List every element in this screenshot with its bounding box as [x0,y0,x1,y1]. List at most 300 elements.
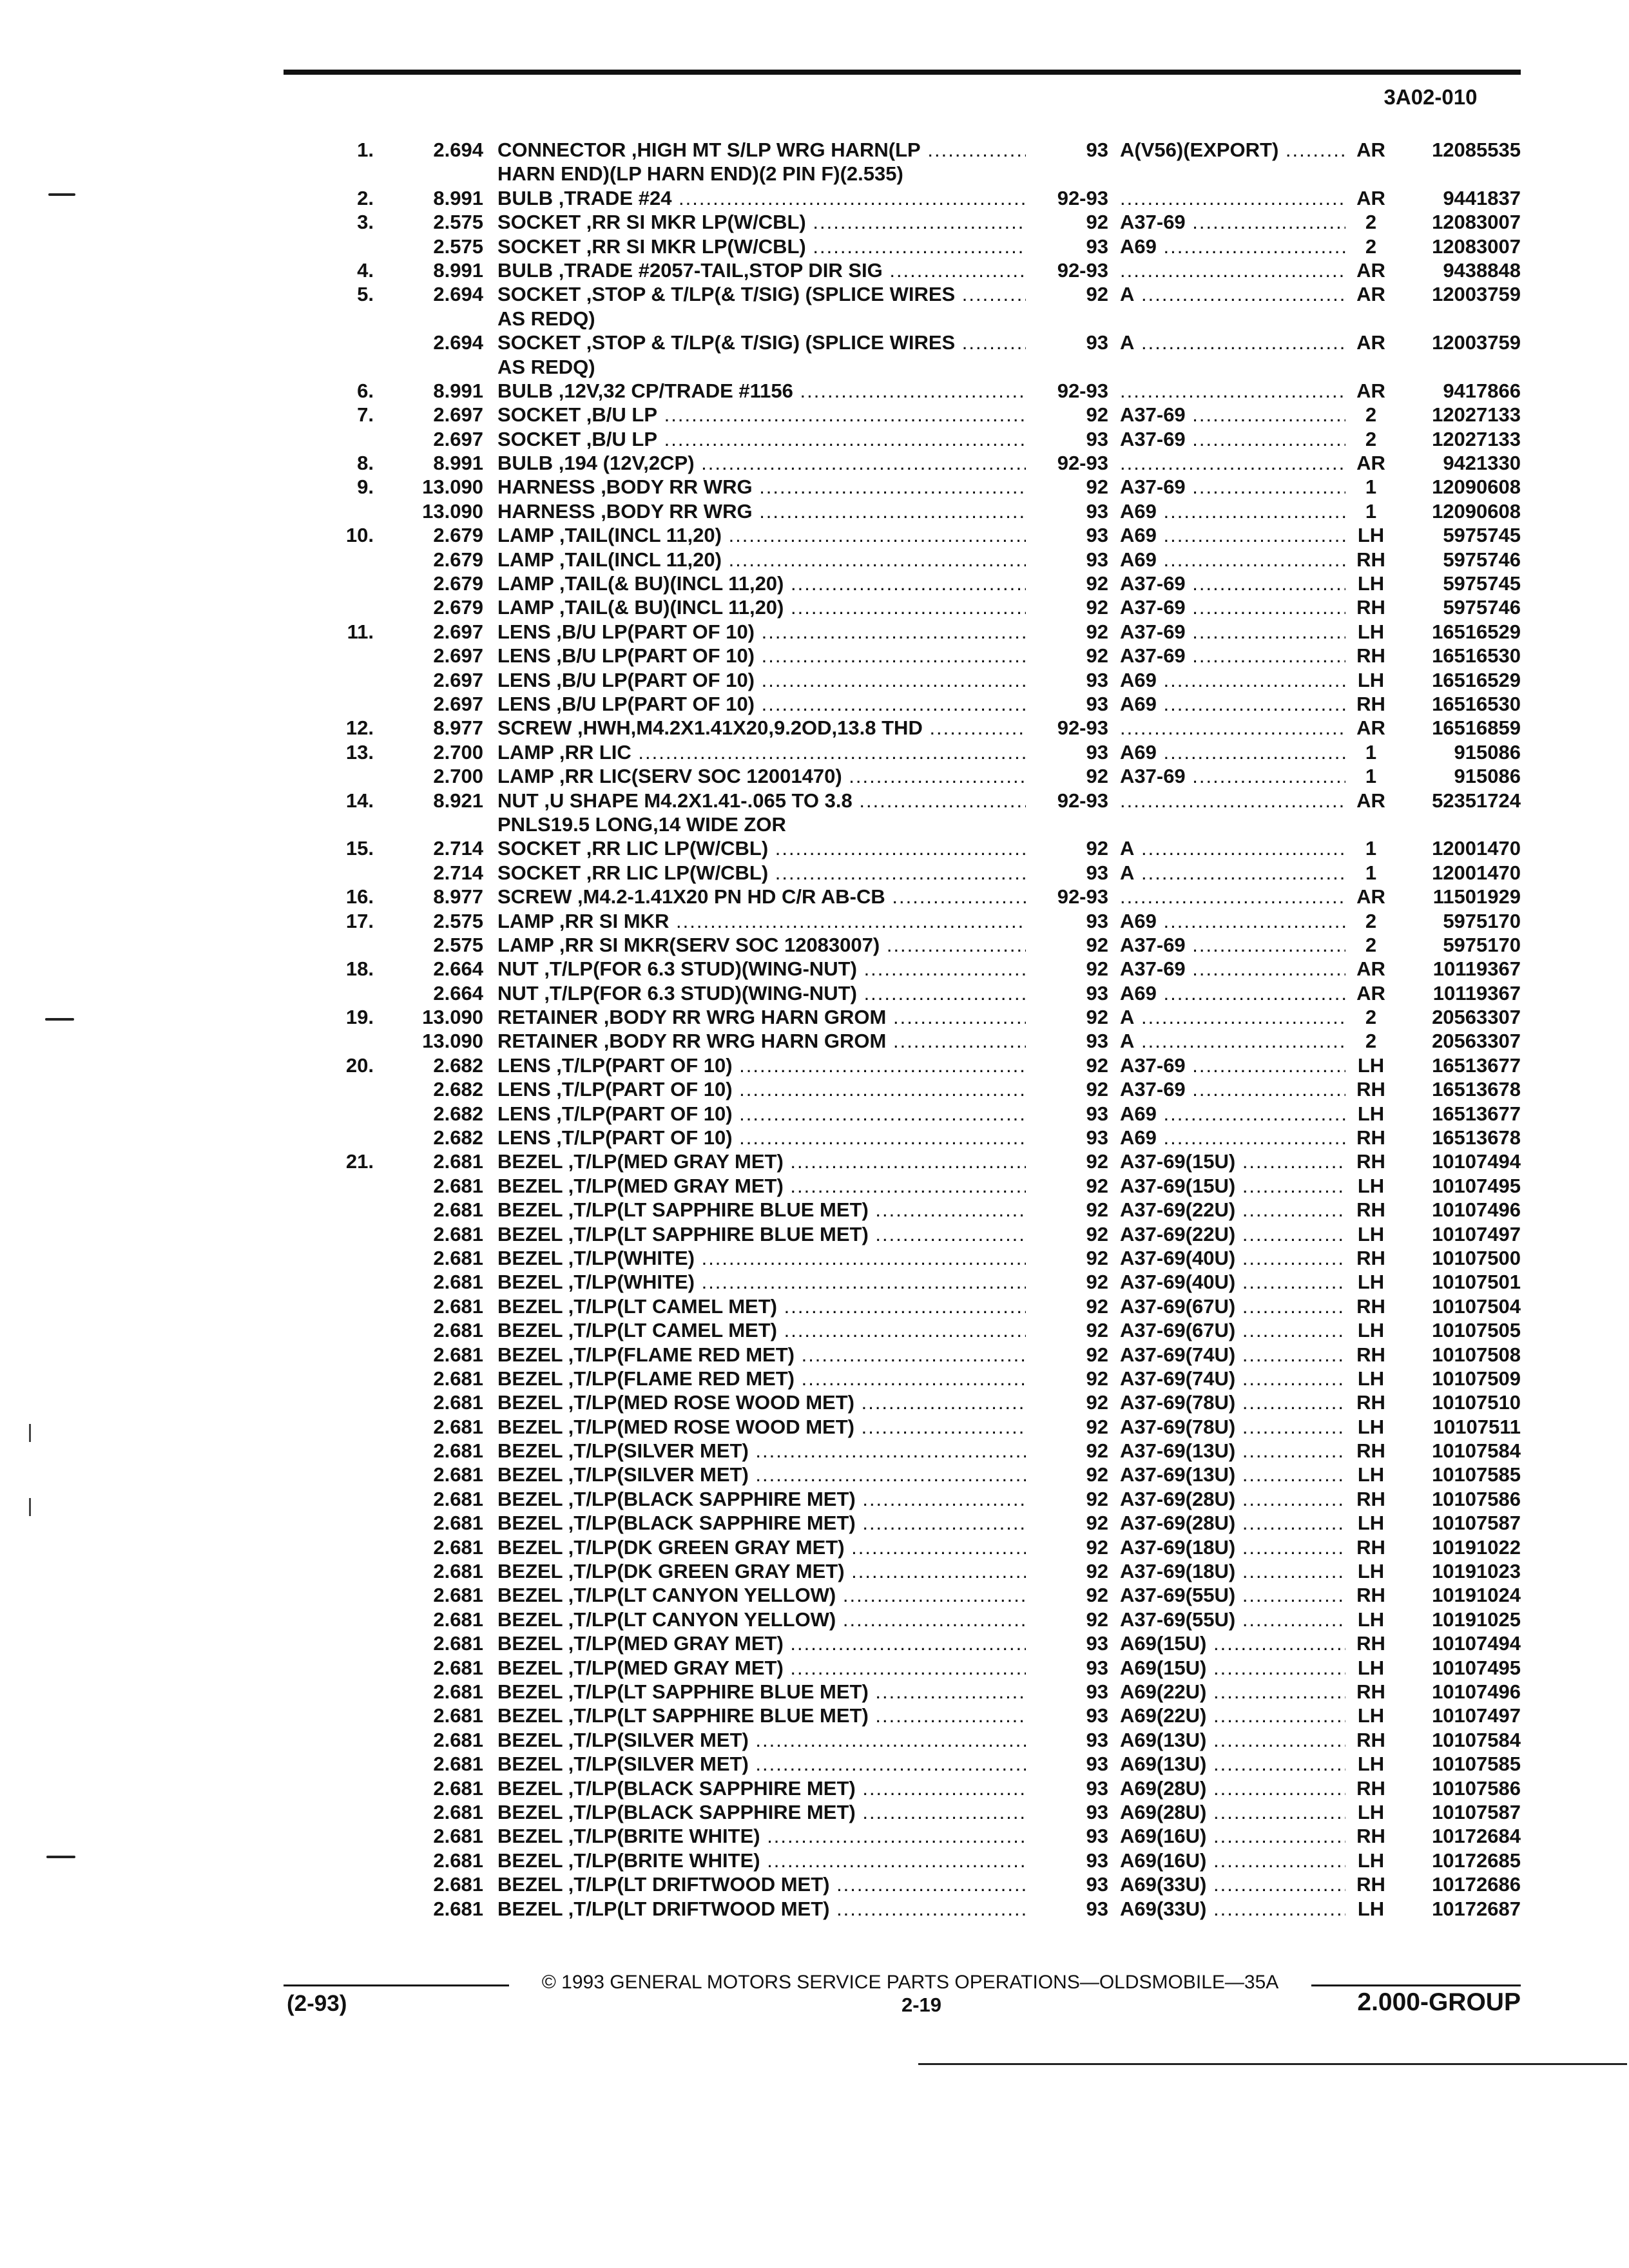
model-cell [1120,1029,1345,1053]
group-number: 2.682 [433,1126,483,1149]
model-text: A69(16U) [1120,1825,1207,1848]
part-number: 12027133 [1432,427,1521,450]
parts-row [0,403,1629,427]
quantity: AR [1356,957,1385,981]
model-cell [1120,235,1345,258]
parts-row [0,740,1629,764]
model-year: 92 [1086,1006,1108,1029]
part-number: 10107508 [1432,1343,1521,1366]
part-description: HARNESS ,BODY RR WRG ..... [497,499,1026,523]
model-year: 93 [1086,1825,1108,1848]
model-cell [1120,740,1345,764]
parts-row [0,379,1629,403]
model-cell [1120,595,1345,619]
parts-row [0,668,1629,692]
part-description: BEZEL ,T/LP(FLAME RED MET) ..... [497,1343,1026,1367]
group-number: 2.681 [433,1728,483,1751]
footer-group: 2.000-GROUP [1357,1988,1521,2016]
page-number: 2-19 [901,1994,942,2016]
part-description: BEZEL ,T/LP(MED ROSE WOOD MET) ..... [497,1390,1026,1414]
quantity: RH [1356,1535,1385,1559]
group-number: 2.682 [433,1102,483,1125]
model-year: 93 [1086,692,1108,715]
group-number: 2.681 [433,1535,483,1559]
part-number: 5975170 [1443,909,1521,932]
model-year: 93 [1086,1897,1108,1920]
parts-row [0,523,1629,547]
group-number: 2.714 [433,861,483,884]
ref-number: 17. [345,909,374,932]
top-rule [284,70,1521,75]
quantity: LH [1357,1560,1385,1583]
description-continuation: AS REDQ) [497,307,595,330]
model-year: 93 [1086,668,1108,691]
parts-row [0,620,1629,644]
part-number: 10107585 [1432,1753,1521,1776]
quantity: AR [1356,452,1385,475]
part-number: 16516529 [1432,620,1521,643]
part-description: LAMP ,RR LIC ..... [497,740,1026,764]
quantity: LH [1357,1800,1385,1823]
part-number: 10107500 [1432,1246,1521,1269]
parts-row-continuation [0,162,1629,186]
parts-row-continuation [0,307,1629,331]
quantity: RH [1356,548,1385,571]
parts-row [0,836,1629,860]
model-year: 92 [1086,1415,1108,1438]
part-number: 16516530 [1432,644,1521,668]
quantity: LH [1357,1319,1385,1342]
part-number: 10107584 [1432,1728,1521,1751]
model-text: A37-69 [1120,476,1186,499]
model-cell [1120,1126,1345,1149]
model-cell [1120,548,1345,572]
model-cell [1120,258,1345,282]
part-description: SOCKET ,RR SI MKR LP(W/CBL) ..... [497,210,1026,234]
part-number: 10107505 [1432,1319,1521,1342]
model-cell [1120,282,1345,306]
model-text: A37-69 [1120,1053,1186,1077]
part-description: HARNESS ,BODY RR WRG ..... [497,475,1026,499]
parts-row [0,595,1629,619]
part-number: 5975745 [1443,572,1521,595]
footer-date: (2-93) [287,1991,347,2016]
part-description: SOCKET ,B/U LP ..... [497,403,1026,427]
part-description: LAMP ,TAIL(& BU)(INCL 11,20) ..... [497,572,1026,595]
part-number: 12083007 [1432,235,1521,258]
model-text: A [1120,1030,1135,1053]
model-year: 93 [1086,1680,1108,1703]
part-number: 10107496 [1432,1198,1521,1222]
part-description: CONNECTOR ,HIGH MT S/LP WRG HARN(LP ..... [497,138,1026,162]
model-text: A69(15U) [1120,1656,1207,1679]
quantity: RH [1356,1294,1385,1318]
part-number: 5975746 [1443,548,1521,571]
part-description: BEZEL ,T/LP(WHITE) ..... [497,1270,1026,1294]
model-year: 92 [1086,1053,1108,1077]
model-year: 93 [1086,740,1108,764]
model-year: 93 [1086,1753,1108,1776]
model-text: A [1120,1006,1135,1029]
quantity: AR [1356,139,1385,161]
quantity: RH [1356,1680,1385,1703]
model-cell [1120,499,1345,523]
parts-row [0,1149,1629,1173]
model-cell [1120,475,1345,499]
model-year: 92 [1086,1535,1108,1559]
parts-row [0,1800,1629,1824]
ref-number: 10. [345,524,374,547]
model-cell [1120,933,1345,957]
model-year: 92 [1086,1560,1108,1583]
part-description: LAMP ,RR LIC(SERV SOC 12001470) ..... [497,764,1026,788]
parts-row [0,1126,1629,1149]
quantity: LH [1357,620,1385,643]
part-number: 10107509 [1432,1367,1521,1390]
quantity: 2 [1365,211,1377,234]
model-cell [1120,451,1345,475]
model-cell [1120,1824,1345,1848]
model-cell [1120,861,1345,885]
model-cell [1120,1174,1345,1198]
quantity: RH [1356,1343,1385,1366]
group-number: 8.991 [433,258,483,282]
model-cell [1120,1559,1345,1583]
model-cell [1120,1800,1345,1824]
part-description: BULB ,194 (12V,2CP) ..... [497,451,1026,475]
part-number: 5975745 [1443,524,1521,547]
group-number: 2.681 [433,1560,483,1583]
part-number: 10107504 [1432,1294,1521,1318]
group-number: 2.681 [433,1271,483,1294]
model-text: A [1120,837,1135,860]
ref-number: 5. [357,283,374,306]
quantity: LH [1357,1367,1385,1390]
parts-list [0,138,1629,1921]
model-cell [1120,1704,1345,1727]
model-year: 92-93 [1057,379,1108,402]
model-year: 93 [1086,1656,1108,1679]
model-text: A69(16U) [1120,1849,1207,1872]
group-number: 8.991 [433,186,483,209]
part-number: 10107511 [1432,1415,1521,1438]
model-text: A37-69(18U) [1120,1560,1236,1583]
model-cell [1120,1294,1345,1318]
parts-row [0,1463,1629,1486]
model-cell [1120,836,1345,860]
quantity: 2 [1365,1006,1377,1029]
model-text: A69(22U) [1120,1704,1207,1727]
model-year: 92 [1086,1439,1108,1463]
part-description: LENS ,T/LP(PART OF 10) ..... [497,1102,1026,1126]
quantity: RH [1356,596,1385,619]
parts-row-continuation [0,355,1629,379]
model-year: 92 [1086,1487,1108,1510]
part-number: 12085535 [1432,139,1521,161]
part-number: 16516530 [1432,692,1521,715]
quantity: 1 [1365,499,1377,523]
model-year: 93 [1086,427,1108,450]
model-cell [1120,1222,1345,1246]
group-number: 2.681 [433,1512,483,1535]
ref-number: 18. [345,957,374,981]
model-year: 92 [1086,620,1108,643]
group-number: 2.697 [433,668,483,691]
model-text: A37-69(74U) [1120,1343,1236,1366]
quantity: LH [1357,1753,1385,1776]
part-number: 10107510 [1432,1391,1521,1414]
model-year: 92 [1086,1198,1108,1222]
group-number: 2.681 [433,1608,483,1631]
group-number: 2.681 [433,1753,483,1776]
model-cell [1120,620,1345,644]
group-number: 2.697 [433,644,483,668]
part-number: 10191024 [1432,1584,1521,1607]
group-number: 2.681 [433,1656,483,1679]
group-number: 2.682 [433,1078,483,1101]
part-number: 12001470 [1432,837,1521,860]
model-text: A69 [1120,740,1157,764]
part-number: 16516859 [1432,716,1521,740]
model-year: 92 [1086,837,1108,860]
model-text: A69(13U) [1120,1728,1207,1751]
model-year: 92 [1086,957,1108,981]
group-number: 2.681 [433,1246,483,1269]
quantity: 2 [1365,235,1377,258]
part-description: LAMP ,TAIL(INCL 11,20) ..... [497,523,1026,547]
model-text: A(V56)(EXPORT) [1120,139,1279,161]
model-text: A69 [1120,1126,1157,1149]
ref-number: 11. [347,620,374,643]
model-year: 92-93 [1057,789,1108,812]
ref-number: 1. [357,139,374,161]
parts-row [0,499,1629,523]
model-year: 93 [1086,909,1108,932]
quantity: RH [1356,1825,1385,1848]
parts-row [0,1680,1629,1704]
part-number: 5975746 [1443,596,1521,619]
part-description: BEZEL ,T/LP(BLACK SAPPHIRE MET) ..... [497,1511,1026,1535]
model-cell [1120,1608,1345,1631]
part-number: 12090608 [1432,476,1521,499]
parts-row [0,186,1629,210]
part-description: SCREW ,M4.2-1.41X20 PN HD C/R AB-CB ..... [497,885,1026,908]
model-text: A69 [1120,524,1157,547]
model-text: A37-69 [1120,765,1186,788]
quantity: AR [1356,186,1385,209]
parts-row [0,1198,1629,1222]
ref-number: 8. [357,452,374,475]
part-description: BULB ,TRADE #24 ..... [497,186,1026,210]
parts-row [0,644,1629,668]
model-year: 92 [1086,1584,1108,1607]
model-year: 92 [1086,1271,1108,1294]
group-number: 2.681 [433,1367,483,1390]
model-cell [1120,716,1345,740]
model-text: A69 [1120,548,1157,571]
quantity: 2 [1365,1030,1377,1053]
model-year: 92 [1086,1391,1108,1414]
quantity: LH [1357,524,1385,547]
parts-row [0,1439,1629,1463]
model-cell [1120,644,1345,668]
parts-row [0,1704,1629,1727]
part-number: 10107497 [1432,1704,1521,1727]
quantity: 1 [1365,740,1377,764]
parts-row [0,1656,1629,1680]
quantity: 2 [1365,933,1377,956]
parts-row [0,1849,1629,1872]
footer-rule [1311,1984,1521,1986]
part-description: BEZEL ,T/LP(LT DRIFTWOOD MET) ..... [497,1872,1026,1896]
ref-number: 2. [357,186,374,209]
model-text: A37-69 [1120,572,1186,595]
model-text: A37-69(74U) [1120,1367,1236,1390]
part-number: 16513677 [1432,1102,1521,1125]
model-year: 92 [1086,211,1108,234]
part-description: RETAINER ,BODY RR WRG HARN GROM ..... [497,1005,1026,1029]
quantity: RH [1356,1776,1385,1800]
part-description: BEZEL ,T/LP(LT SAPPHIRE BLUE MET) ..... [497,1198,1026,1222]
model-year: 93 [1086,235,1108,258]
part-number: 10107494 [1432,1150,1521,1173]
parts-row [0,475,1629,499]
part-number: 10172684 [1432,1825,1521,1848]
group-number: 13.090 [422,476,483,499]
quantity: LH [1357,1271,1385,1294]
ref-number: 9. [357,476,374,499]
part-number: 915086 [1454,740,1521,764]
group-number: 2.575 [433,933,483,956]
part-description: BEZEL ,T/LP(BLACK SAPPHIRE MET) ..... [497,1487,1026,1511]
part-description: BEZEL ,T/LP(BLACK SAPPHIRE MET) ..... [497,1776,1026,1800]
model-text: A69(22U) [1120,1680,1207,1703]
model-text: A37-69(13U) [1120,1439,1236,1463]
group-number: 2.694 [433,331,483,354]
parts-row [0,1343,1629,1367]
group-number: 2.697 [433,427,483,450]
part-description: BEZEL ,T/LP(FLAME RED MET) ..... [497,1367,1026,1390]
parts-row [0,1077,1629,1101]
part-number: 16513677 [1432,1053,1521,1077]
group-number: 2.681 [433,1704,483,1727]
model-text: A69(28U) [1120,1800,1207,1823]
model-text: A37-69(40U) [1120,1246,1236,1269]
model-text: A37-69(67U) [1120,1319,1236,1342]
quantity: RH [1356,692,1385,715]
model-year: 92 [1086,403,1108,427]
part-description: BEZEL ,T/LP(LT DRIFTWOOD MET) ..... [497,1897,1026,1921]
part-description: SOCKET ,RR SI MKR LP(W/CBL) ..... [497,235,1026,258]
model-text: A69 [1120,909,1157,932]
group-number: 2.664 [433,981,483,1004]
part-number: 10107494 [1432,1632,1521,1655]
part-description: SCREW ,HWH,M4.2X1.41X20,9.2OD,13.8 THD ..... [497,716,1026,740]
group-number: 2.575 [433,235,483,258]
quantity: AR [1356,981,1385,1004]
ref-number: 16. [345,885,374,908]
model-year: 93 [1086,1030,1108,1053]
quantity: 1 [1365,837,1377,860]
parts-row [0,451,1629,475]
part-number: 10119367 [1432,981,1521,1004]
model-cell [1120,1511,1345,1535]
group-number: 2.679 [433,572,483,595]
model-cell [1120,1390,1345,1414]
model-cell [1120,1680,1345,1704]
model-text: A69 [1120,1102,1157,1125]
parts-row [0,138,1629,162]
model-cell [1120,403,1345,427]
parts-row [0,957,1629,981]
parts-row [0,1872,1629,1896]
group-number: 2.700 [433,765,483,788]
part-description: LENS ,T/LP(PART OF 10) ..... [497,1053,1026,1077]
part-description: BEZEL ,T/LP(LT SAPPHIRE BLUE MET) ..... [497,1704,1026,1727]
part-description: BEZEL ,T/LP(LT CANYON YELLOW) ..... [497,1608,1026,1631]
group-number: 8.921 [433,789,483,812]
quantity: LH [1357,1897,1385,1920]
part-number: 12001470 [1432,861,1521,884]
part-number: 10107586 [1432,1776,1521,1800]
model-year: 93 [1086,548,1108,571]
model-text: A37-69 [1120,596,1186,619]
group-number: 2.682 [433,1053,483,1077]
group-number: 2.681 [433,1680,483,1703]
parts-row [0,548,1629,572]
model-year: 92 [1086,644,1108,668]
quantity: RH [1356,1126,1385,1149]
group-number: 2.681 [433,1439,483,1463]
model-text: A [1120,861,1135,884]
quantity: RH [1356,1246,1385,1269]
quantity: AR [1356,283,1385,306]
ref-number: 3. [357,211,374,234]
quantity: LH [1357,1704,1385,1727]
part-description: LENS ,B/U LP(PART OF 10) ..... [497,668,1026,692]
parts-row [0,1367,1629,1390]
part-description: BEZEL ,T/LP(SILVER MET) ..... [497,1439,1026,1463]
footer-rule [284,1984,509,1986]
parts-row [0,1487,1629,1511]
footer-copyright: © 1993 GENERAL MOTORS SERVICE PARTS OPERATIONS—OLDSMOBILE—35A [541,1972,1279,1993]
quantity: 2 [1365,427,1377,450]
bottom-rule [918,2063,1627,2065]
model-text: A37-69 [1120,644,1186,668]
quantity: LH [1357,1053,1385,1077]
group-number: 2.664 [433,957,483,981]
part-description: RETAINER ,BODY RR WRG HARN GROM ..... [497,1029,1026,1053]
parts-row [0,1415,1629,1439]
group-number: 2.681 [433,1343,483,1366]
model-year: 92 [1086,1150,1108,1173]
part-number: 20563307 [1432,1006,1521,1029]
parts-row [0,981,1629,1005]
group-number: 2.681 [433,1487,483,1510]
model-cell [1120,1053,1345,1077]
model-cell [1120,1535,1345,1559]
quantity: LH [1357,1463,1385,1486]
part-description: SOCKET ,RR LIC LP(W/CBL) ..... [497,861,1026,885]
part-description: LENS ,T/LP(PART OF 10) ..... [497,1077,1026,1101]
part-number: 10107497 [1432,1222,1521,1245]
quantity: AR [1356,258,1385,282]
model-cell [1120,789,1345,812]
model-year: 93 [1086,331,1108,354]
group-number: 2.679 [433,596,483,619]
model-text: A37-69(22U) [1120,1198,1236,1222]
part-number: 10107584 [1432,1439,1521,1463]
